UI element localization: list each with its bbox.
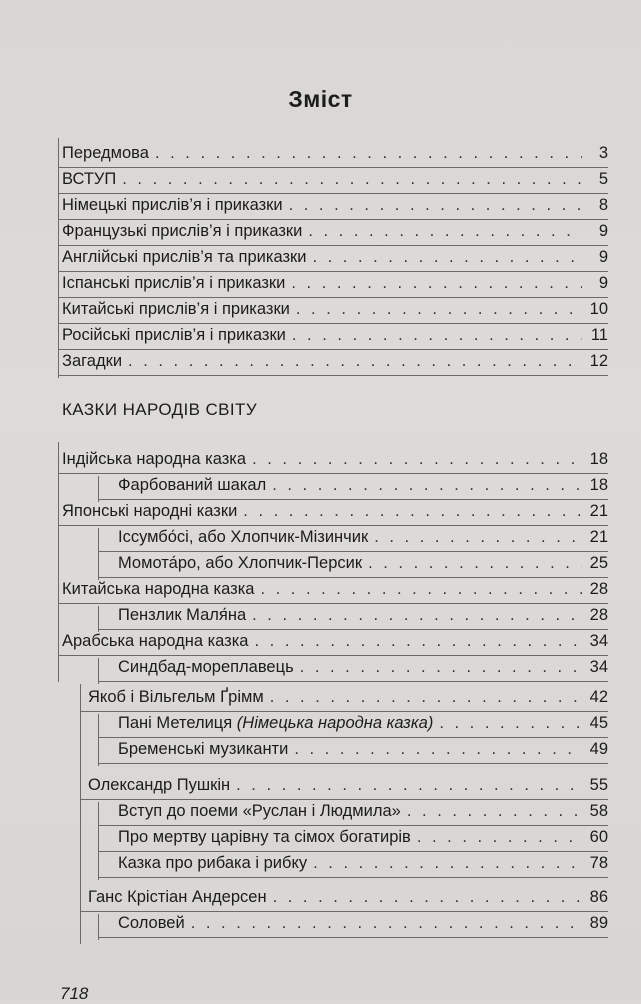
toc-entry-japanese-tales[interactable]: [62, 502, 608, 526]
toc-page-number: 10: [589, 300, 608, 318]
toc-page-number: 78: [589, 854, 608, 872]
toc-entry-ruslan-intro[interactable]: [118, 802, 608, 826]
tales-left-rule: [58, 442, 59, 682]
sub-entry-left-rule: [98, 528, 99, 580]
toc-page-number: 55: [589, 776, 608, 794]
toc-entry-indian-tale[interactable]: [62, 450, 608, 474]
entry-underline: [98, 825, 608, 826]
toc-entry-chinese-tale[interactable]: [62, 580, 608, 604]
toc-page-number: 89: [589, 914, 608, 932]
entry-underline: [98, 499, 608, 500]
toc-entry-chinese-proverbs[interactable]: [62, 300, 608, 324]
toc-entry-grimm[interactable]: [88, 688, 608, 712]
toc-page-number: 3: [598, 144, 608, 162]
toc-entry-french-proverbs[interactable]: [62, 222, 608, 246]
entry-underline: [98, 629, 608, 630]
sub-entry-left-rule: [98, 802, 99, 880]
toc-page-number: 5: [598, 170, 608, 188]
entry-underline: [58, 375, 608, 376]
entry-underline: [98, 851, 608, 852]
toc-page-number: 9: [598, 248, 608, 266]
toc-entry-label: Китайська народна казка: [62, 580, 255, 598]
toc-entry-foreword[interactable]: [62, 144, 608, 168]
toc-entry-label: Арабська народна казка: [62, 632, 249, 650]
toc-page-number: 9: [598, 222, 608, 240]
toc-entry-label: Вступ до поеми «Руслан і Людмила»: [118, 802, 401, 820]
toc-entry-label: Ганс Крістіан Андерсен: [88, 888, 267, 906]
toc-entry-label: Японські народні казки: [62, 502, 238, 520]
toc-entry-label: Індійська народна казка: [62, 450, 247, 468]
leader-dots: [296, 300, 582, 319]
toc-entry-riddles[interactable]: [62, 352, 608, 376]
entry-underline: [58, 473, 608, 474]
leader-dots: [252, 450, 582, 469]
toc-entry-bremen-musicians[interactable]: [118, 740, 608, 764]
toc-page-number: 18: [589, 476, 608, 494]
toc-page-number: 42: [589, 688, 608, 706]
toc-entry-label: Бременські музиканти: [118, 740, 289, 758]
toc-entry-fisherman[interactable]: [118, 854, 608, 878]
sub-entry-left-rule: [98, 714, 99, 766]
toc-page-number: 45: [589, 714, 608, 732]
toc-entry-pushkin[interactable]: [88, 776, 608, 800]
leader-dots: [313, 854, 582, 873]
entry-underline: [58, 349, 608, 350]
leader-dots: [270, 688, 582, 707]
toc-entry-spanish-proverbs[interactable]: [62, 274, 608, 298]
entry-underline: [98, 877, 608, 878]
toc-entry-sinbad[interactable]: [118, 658, 608, 682]
entry-underline: [58, 323, 608, 324]
toc-page-number: 49: [589, 740, 608, 758]
leader-dots: [294, 740, 582, 759]
toc-page-number: 34: [589, 658, 608, 676]
page-title: Зміст: [288, 86, 353, 112]
toc-entry-painted-jackal[interactable]: [118, 476, 608, 500]
toc-page-number: 9: [598, 274, 608, 292]
leader-dots: [191, 914, 582, 933]
toc-entry-label: ВСТУП: [62, 170, 117, 188]
footer-page-number: 718: [60, 984, 89, 1003]
toc-entry-label: Загадки: [62, 352, 123, 370]
toc-entry-label: Про мертву царівну та сімох богатирів: [118, 828, 411, 846]
toc-entry-arabic-tale[interactable]: [62, 632, 608, 656]
leader-dots: [308, 222, 582, 241]
toc-entry-label: Момота́ро, або Хлопчик-Персик: [118, 554, 363, 572]
toc-page-number: 8: [598, 196, 608, 214]
toc-entry-label: Іссумбо́сі, або Хлопчик-Мізинчик: [118, 528, 369, 546]
leader-dots: [155, 144, 582, 163]
authors-left-rule: [80, 684, 81, 944]
toc-page-number: 28: [589, 580, 608, 598]
entry-underline: [80, 799, 608, 800]
leader-dots: [407, 802, 582, 821]
toc-entry-label: Французькі прислів’я і приказки: [62, 222, 303, 240]
toc-page-number: 11: [590, 326, 608, 344]
leader-dots: [273, 888, 582, 907]
toc-page-number: 34: [589, 632, 608, 650]
toc-entry-introduction[interactable]: [62, 170, 608, 194]
toc-entry-label: Синдбад-мореплавець: [118, 658, 294, 676]
toc-page-number: 86: [589, 888, 608, 906]
entry-underline: [58, 245, 608, 246]
leader-dots: [272, 476, 582, 495]
front-matter-left-rule: [58, 138, 59, 378]
toc-entry-german-proverbs[interactable]: [62, 196, 608, 220]
toc-entry-title: Пані Метелиця: [118, 714, 237, 732]
leader-dots: [291, 274, 582, 293]
leader-dots: [260, 580, 582, 599]
toc-entry-malyan-brush[interactable]: [118, 606, 608, 630]
toc-page-number: 60: [589, 828, 608, 846]
toc-entry-label: Якоб і Вільгельм Ґрімм: [88, 688, 264, 706]
entry-underline: [58, 297, 608, 298]
toc-entry-dead-princess[interactable]: [118, 828, 608, 852]
leader-dots: [368, 554, 582, 573]
entry-underline: [58, 655, 608, 656]
entry-underline: [58, 167, 608, 168]
leader-dots: [417, 828, 582, 847]
leader-dots: [236, 776, 582, 795]
entry-underline: [58, 603, 608, 604]
toc-entry-label: Олександр Пушкін: [88, 776, 231, 794]
leader-dots: [439, 714, 582, 733]
toc-entry-russian-proverbs[interactable]: [62, 326, 608, 350]
leader-dots: [292, 326, 582, 345]
toc-entry-label: Російські прислів’я і приказки: [62, 326, 286, 344]
entry-underline: [98, 551, 608, 552]
leader-dots: [122, 170, 582, 189]
leader-dots: [255, 632, 583, 651]
toc-entry-andersen[interactable]: [88, 888, 608, 912]
toc-entry-label: Англійські прислів’я та приказки: [62, 248, 307, 266]
leader-dots: [374, 528, 582, 547]
toc-page-number: 58: [589, 802, 608, 820]
toc-entry-momotaro[interactable]: [118, 554, 608, 578]
leader-dots: [312, 248, 582, 267]
leader-dots: [289, 196, 582, 215]
toc-entry-label: Китайські прислів’я і приказки: [62, 300, 290, 318]
entry-underline: [98, 763, 608, 764]
entry-underline: [58, 271, 608, 272]
toc-entry-label: Фарбований шакал: [118, 476, 267, 494]
toc-entry-label: Соловей: [118, 914, 185, 932]
entry-underline: [98, 577, 608, 578]
toc-entry-mother-hulda[interactable]: [118, 714, 608, 738]
entry-underline: [58, 193, 608, 194]
section-heading: КАЗКИ НАРОДІВ СВІТУ: [62, 400, 258, 419]
toc-entry-label: Передмова: [62, 144, 149, 162]
entry-underline: [80, 911, 608, 912]
toc-page-number: 28: [589, 606, 608, 624]
leader-dots: [243, 502, 582, 521]
toc-page-number: 25: [589, 554, 608, 572]
toc-entry-label: Казка про рибака і рибку: [118, 854, 308, 872]
entry-underline: [80, 711, 608, 712]
toc-page-number: 21: [589, 502, 608, 520]
toc-entry-label: Іспанські прислів’я і приказки: [62, 274, 286, 292]
toc-entry-english-proverbs[interactable]: [62, 248, 608, 272]
toc-entry-issumboshi[interactable]: [118, 528, 608, 552]
leader-dots: [128, 352, 582, 371]
toc-page-number: 21: [589, 528, 608, 546]
entry-underline: [98, 737, 608, 738]
entry-underline: [98, 937, 608, 938]
leader-dots: [300, 658, 582, 677]
toc-page-number: 12: [589, 352, 608, 370]
toc-entry-nightingale[interactable]: [118, 914, 608, 938]
toc-entry-label: Пензлик Маля́на: [118, 606, 247, 624]
toc-page-number: 18: [589, 450, 608, 468]
entry-underline: [58, 219, 608, 220]
leader-dots: [252, 606, 582, 625]
entry-underline: [98, 681, 608, 682]
toc-entry-subtitle: (Німецька народна казка): [236, 714, 434, 732]
toc-entry-label: Німецькі прислів’я і приказки: [62, 196, 283, 214]
toc-entry-label: [118, 714, 433, 733]
entry-underline: [58, 525, 608, 526]
